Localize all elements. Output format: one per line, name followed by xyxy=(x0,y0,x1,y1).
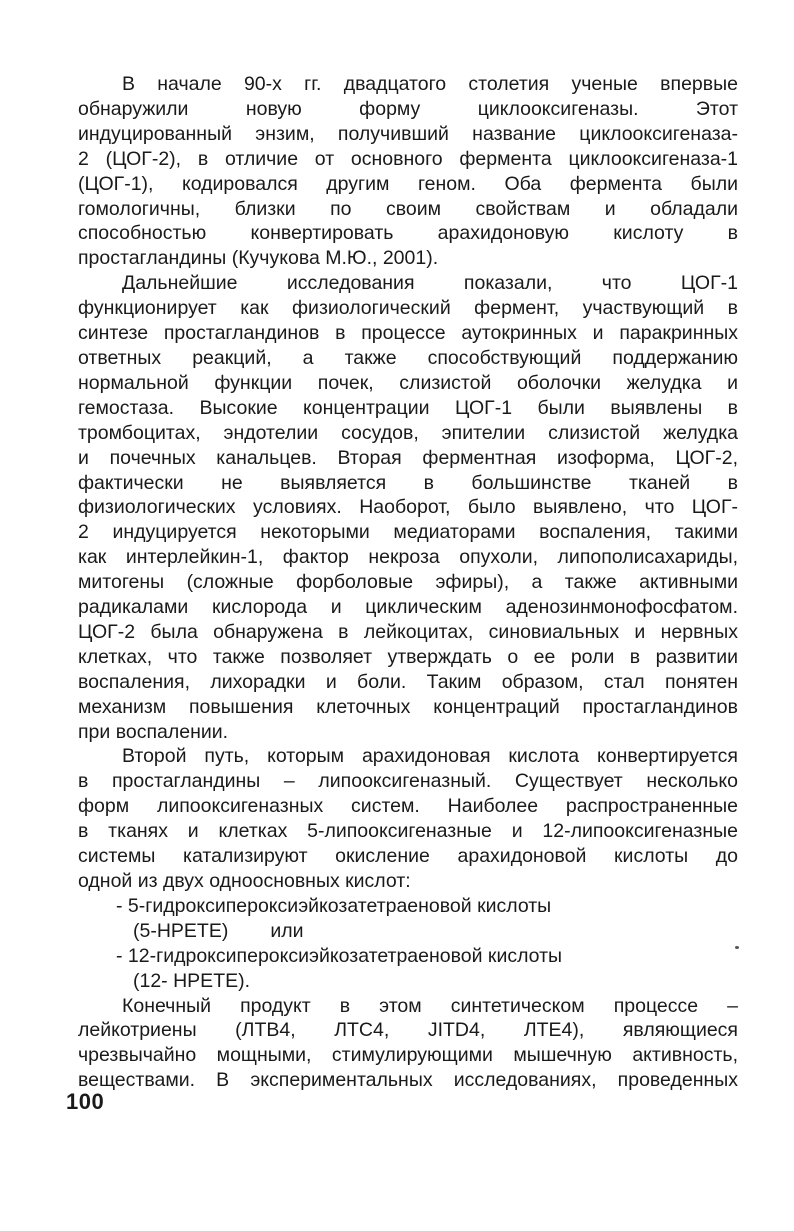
text-line: в тканях и клетках 5-липооксигеназные и 12-липооксигеназные xyxy=(78,820,738,843)
page-number: 100 xyxy=(66,1089,105,1114)
text-line: гемостаза. Высокие концентрации ЦОГ-1 были выявлены в xyxy=(78,396,738,419)
text-line: физиологических условиях. Наоборот, было выявлено, что ЦОГ- xyxy=(78,496,738,519)
text-line: воспаления, лихорадки и боли. Таким образом, стал понятен xyxy=(78,670,738,693)
text-line: Второй путь, которым арахидоновая кислота конвертируется xyxy=(122,745,738,768)
text-line: (ЦОГ-1), кодировался другим геном. Оба фермента были xyxy=(78,172,738,195)
acid-list xyxy=(78,894,738,994)
text-line: гомологичны, близки по своим свойствам и обладали xyxy=(78,197,738,220)
text-line: механизм повышения клеточных концентраций простагландинов xyxy=(78,695,738,718)
text-line: при воспалении. xyxy=(78,720,229,743)
text-line: 2 (ЦОГ-2), в отличие от основного фермента циклооксигеназа-1 xyxy=(78,147,738,170)
text-line: синтезе простагландинов в процессе аутокринных и паракринных xyxy=(78,322,738,345)
list-item-abbr: (12- HPETE). xyxy=(133,969,251,992)
text-line: в простагландины – липооксигеназный. Существует несколько xyxy=(78,770,738,793)
paragraph-1 xyxy=(78,72,738,271)
text-line: тромбоцитах, эндотелии сосудов, эпителии слизистой желудка xyxy=(78,421,738,444)
text-line: способностью конвертировать арахидоновую кислоту в xyxy=(78,222,738,245)
paragraph-3 xyxy=(78,744,738,893)
text-line: системы катализируют окисление арахидоновой кислоты до xyxy=(78,845,738,868)
text-line: обнаружили новую форму циклооксигеназы. Этот xyxy=(78,97,738,120)
list-item-name: - 5-гидроксипероксиэйкозатетраеновой кислоты xyxy=(116,894,552,917)
text-line: одной из двух одноосновных кислот: xyxy=(78,870,411,892)
text-line: 2 индуцируется некоторыми медиаторами воспаления, такими xyxy=(78,521,738,544)
list-item-abbr: (5-HPETE) xyxy=(133,919,229,942)
body-text xyxy=(78,72,738,1093)
list-item-name: - 12-гидроксипероксиэйкозатетраеновой кислоты xyxy=(116,944,563,967)
text-line: индуцированный энзим, получивший название циклооксигеназа- xyxy=(78,122,738,145)
text-line: нормальной функции почек, слизистой оболочки желудка и xyxy=(78,371,738,394)
text-line: В начале 90-х гг. двадцатого столетия ученые впервые xyxy=(122,73,738,95)
paragraph-2 xyxy=(78,271,738,744)
paragraph-4 xyxy=(78,994,738,1094)
text-line: ответных реакций, а также способствующий поддержанию xyxy=(78,346,738,369)
scan-speck xyxy=(735,946,739,949)
text-line: фактически не выявляется в большинстве тканей в xyxy=(78,471,738,494)
list-item-abbr-row xyxy=(78,919,738,944)
text-line: Дальнейшие исследования показали, что ЦОГ-1 xyxy=(122,272,738,295)
text-line: лейкотриены (ЛТВ4, ЛТС4, JITD4, ЛТЕ4), являющиеся xyxy=(78,1019,738,1042)
text-line: ЦОГ-2 была обнаружена в лейкоцитах, синовиальных и нервных xyxy=(78,620,738,643)
text-line: митогены (сложные форболовые эфиры), а также активными xyxy=(78,571,738,594)
text-line: простагландины (Кучукова М.Ю., 2001). xyxy=(78,247,439,270)
text-line: радикалами кислорода и циклическим аденозинмонофосфатом. xyxy=(78,596,738,619)
text-line: и почечных канальцев. Вторая ферментная изоформа, ЦОГ-2, xyxy=(78,446,738,469)
list-connector: или xyxy=(270,919,304,942)
text-line: веществами. В экспериментальных исследованиях, проведенных xyxy=(78,1069,738,1092)
text-line: как интерлейкин-1, фактор некроза опухоли, липополисахариды, xyxy=(78,546,738,569)
text-line: функционирует как физиологический фермент, участвующий в xyxy=(78,297,738,320)
text-line: форм липооксигеназных систем. Наиболее распространенные xyxy=(78,795,738,818)
text-line: клетках, что также позволяет утверждать о ее роли в развитии xyxy=(78,645,738,668)
text-line: чрезвычайно мощными, стимулирующими мышечную активность, xyxy=(78,1044,738,1067)
text-line: Конечный продукт в этом синтетическом процессе – xyxy=(122,994,738,1017)
